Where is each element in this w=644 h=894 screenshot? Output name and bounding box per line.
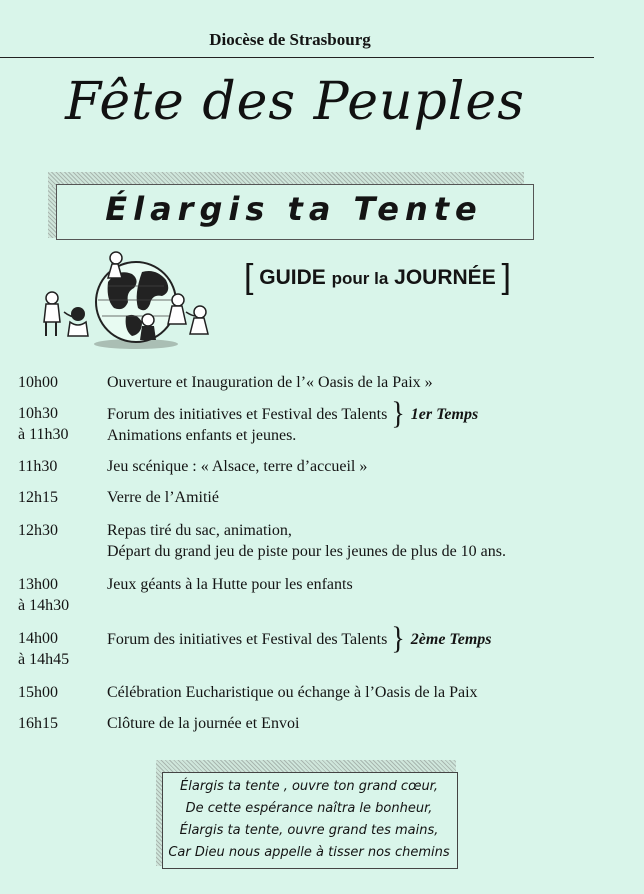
- schedule-description: Forum des initiatives et Festival des Talents: [107, 631, 388, 648]
- group-brace: }: [391, 620, 405, 657]
- guide-word: GUIDE: [259, 266, 326, 289]
- schedule-time: 10h00: [18, 374, 58, 391]
- schedule-description: Célébration Eucharistique ou échange à l’Oasis de la Paix: [107, 684, 478, 701]
- guide-label: [244, 258, 511, 297]
- header-divider: [0, 57, 594, 58]
- schedule-time: 14h00: [18, 630, 58, 647]
- guide-open-bracket: [: [244, 258, 254, 296]
- schedule-description: Repas tiré du sac, animation,: [107, 522, 292, 539]
- page-title: Fête des Peuples: [65, 72, 525, 132]
- globe-with-children-icon: [38, 242, 218, 352]
- schedule-time: 16h15: [18, 715, 58, 732]
- schedule-time-end: à 14h30: [18, 597, 70, 614]
- schedule-description: Animations enfants et jeunes.: [107, 427, 297, 444]
- schedule-time: 15h00: [18, 684, 58, 701]
- schedule-description: Jeux géants à la Hutte pour les enfants: [107, 576, 353, 593]
- schedule-time-end: à 14h45: [18, 651, 70, 668]
- verse-line: Élargis ta tente, ouvre grand tes mains,: [179, 823, 439, 838]
- schedule-description: Départ du grand jeu de piste pour les jeunes de plus de 10 ans.: [107, 543, 507, 560]
- verse-line: De cette espérance naîtra le bonheur,: [185, 801, 433, 816]
- schedule-description: Forum des initiatives et Festival des Talents: [107, 406, 388, 423]
- subtitle-shadow-left: [48, 186, 56, 238]
- verse-line: Élargis ta tente , ouvre ton grand cœur,: [180, 779, 438, 794]
- schedule-time: 11h30: [18, 458, 58, 475]
- temps-label: 1er Temps: [410, 406, 479, 423]
- schedule-time-end: à 11h30: [18, 426, 69, 443]
- schedule-description: Ouverture et Inauguration de l’« Oasis de la Paix »: [107, 374, 433, 391]
- guide-close-bracket: ]: [501, 258, 511, 296]
- diocese-heading: Diocèse de Strasbourg: [209, 30, 371, 49]
- verse-line: Car Dieu nous appelle à tisser nos chemins: [168, 845, 450, 860]
- schedule-description: Clôture de la journée et Envoi: [107, 715, 300, 732]
- temps-label: 2ème Temps: [410, 631, 492, 648]
- schedule-time: 10h30: [18, 405, 58, 422]
- group-brace: }: [391, 395, 405, 432]
- subtitle: Élargis ta Tente: [105, 190, 483, 228]
- schedule-time: 12h15: [18, 489, 58, 506]
- guide-connector: pour la: [331, 269, 389, 288]
- schedule-description: Verre de l’Amitié: [107, 489, 219, 506]
- schedule-time: 13h00: [18, 576, 58, 593]
- schedule-description: Jeu scénique : « Alsace, terre d’accueil »: [107, 458, 368, 475]
- verse-block: [162, 776, 456, 864]
- schedule-time: 12h30: [18, 522, 58, 539]
- guide-day-word: JOURNÉE: [394, 266, 496, 289]
